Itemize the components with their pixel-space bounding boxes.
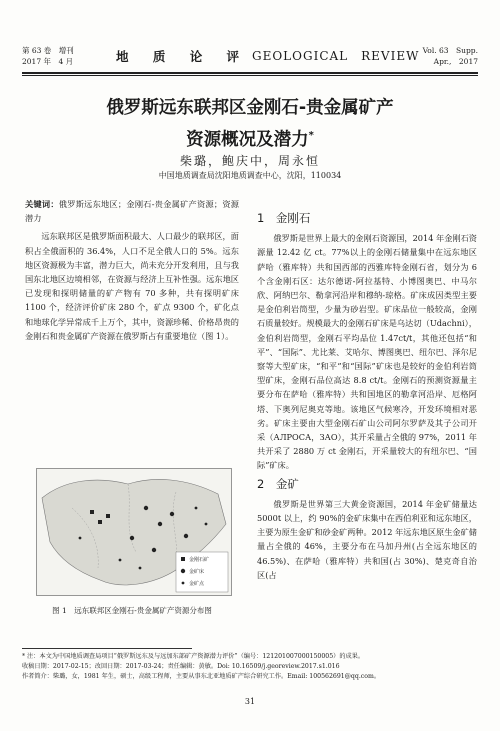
legend-item-gold-occurrence: 金矿点 <box>189 581 205 587</box>
right-column <box>257 207 477 582</box>
footnote-dates: 收稿日期：2017-02-15；改回日期：2017-03-24；责任编辑：黄敏。Doi: 10.16509/j.georeview.2017.s1.016 <box>22 663 340 670</box>
distribution-map-figure <box>36 468 232 596</box>
running-header <box>22 40 478 72</box>
date-en: Apr., 2017 <box>433 57 478 66</box>
journal-name-cn: 地 质 论 评 <box>116 48 250 64</box>
intro-paragraph: 远东联邦区是俄罗斯面积最大、人口最少的联邦区，面积占全俄面积的 36.4%，人口不足全俄人口的 5%。远东地区资源极为丰富，潜力巨大，尚未充分开发利用，且与我国东北地区边境相邻，在资源与经济上互补性强。远东地区已发现和探明储量的矿产物有 70 多种，共有探明矿床 1100 个，经济评价矿床 280 个，矿点 9300 个，矿化点和地球化学异常成千上万个，其中，资源珍稀、价格昂贵的金刚石和贵金属矿产资源在俄罗斯占有重要地位（图 1）。 <box>25 231 239 341</box>
footnote-funding: * 注：本文为中国地质调查局项目“俄罗斯远东及与远加东部矿产资源潜力评价”（编号：121201007000150005）的成果。 <box>22 653 365 660</box>
vol-issue-cn: 第 63 卷 增刊 <box>22 46 74 55</box>
footnote <box>22 652 478 682</box>
title-footnote-mark: * <box>308 130 314 141</box>
footnote-author-bio: 作者简介：柴璐，女，1981 年生，硕士，高级工程师，主要从事东北亚地质矿产综合研究工作。Email: 100562691@qq.com。 <box>22 673 381 680</box>
affiliation: 中国地质调查局沈阳地质调查中心，沈阳，110034 <box>158 171 342 180</box>
section-heading-diamond: 1 金刚石 <box>257 211 311 225</box>
keywords <box>25 197 239 225</box>
header-rule-thick <box>22 72 478 74</box>
keywords-text: 俄罗斯远东地区；金刚石-贵金属矿产资源；资源潜力 <box>25 199 239 224</box>
header-left <box>22 45 102 67</box>
title-line-2: 资源概况及潜力* <box>186 129 314 150</box>
figure-caption: 图 1 远东联邦区金刚石-贵金属矿产资源分布图 <box>52 606 212 615</box>
section2-paragraph: 俄罗斯是世界第三大黄金资源国，2014 年金矿储量达 5000t 以上，约 90%的金矿床集中在西伯利亚和远东地区，主要为原生金矿和砂金矿两种。2012 年远东地区原生金矿储量占全俄的 46%，主要分布在马加丹州(占全远东地区的 46.5%)、在萨哈（雅库特）共和国(占 30%)、楚克奇自治区(占 <box>257 498 477 580</box>
authors: 柴璐，鲍庆中，周永恒 <box>179 154 320 168</box>
left-column <box>25 197 239 343</box>
section1-paragraph: 俄罗斯是世界上最大的金刚石资源国，2014 年金刚石资源量 12.42 亿 ct。77%以上的金刚石储量集中在远东地区萨哈（雅库特）共和国西部的西雅库特金刚石省，划分为 6 个含金刚石区：达尔德诺-阿拉基特、小博图奥巴、中马尔欣、阿纳巴尔、勒拿河沿岸和穆纳-琼格。矿床成因类型主要是金伯利岩筒型，少量为砂岩型。矿床品位一般较高，金刚石质量较好。规模最大的金刚石矿床是乌达切（Udachni），金伯利岩筒型，金刚石平均品位 1.47ct/t，其他还包括“和平”、“国际”、尤比莱、艾哈尔、博图奥巴、纽尔巴、泽尔尼察等大型矿床，“和平”和“国际”矿床也是较好的金伯利岩筒型矿床，金刚石品位高达 8.8 ct/t。金刚石的预测资源量主要分布在萨哈（雅库特）共和国地区的勒拿河沿岸、厄格阿塔、下奥列尼奥克等地。该地区气候寒冷，开发环境相对恶劣。矿床主要由大型金刚石矿山公司阿尔罗萨及其子公司开采（АЛРОСА，ЗАО），其开采量占全俄的 97%，2011 年共开采了 2880 万 ct 金刚石，开采量较大的有纽尔巴、“国际”矿床。 <box>257 233 477 471</box>
journal-name-en: GEOLOGICAL REVIEW <box>252 48 420 63</box>
vol-en: Vol. 63 Supp. <box>422 46 478 55</box>
title-line-1: 俄罗斯远东联邦区金刚石-贵金属矿产 <box>106 98 394 118</box>
year-month-cn: 2017 年 4 月 <box>22 57 74 66</box>
legend-item-diamond: 金刚石矿 <box>189 557 210 563</box>
article-title <box>30 94 470 154</box>
keywords-label: 关键词： <box>25 199 59 209</box>
legend-item-gold-deposit: 金矿床 <box>189 569 205 575</box>
section-heading-gold: 2 金矿 <box>257 476 299 491</box>
header-rule-thin <box>22 75 478 76</box>
footnote-rule <box>22 648 192 649</box>
page-number: 31 <box>244 697 256 706</box>
